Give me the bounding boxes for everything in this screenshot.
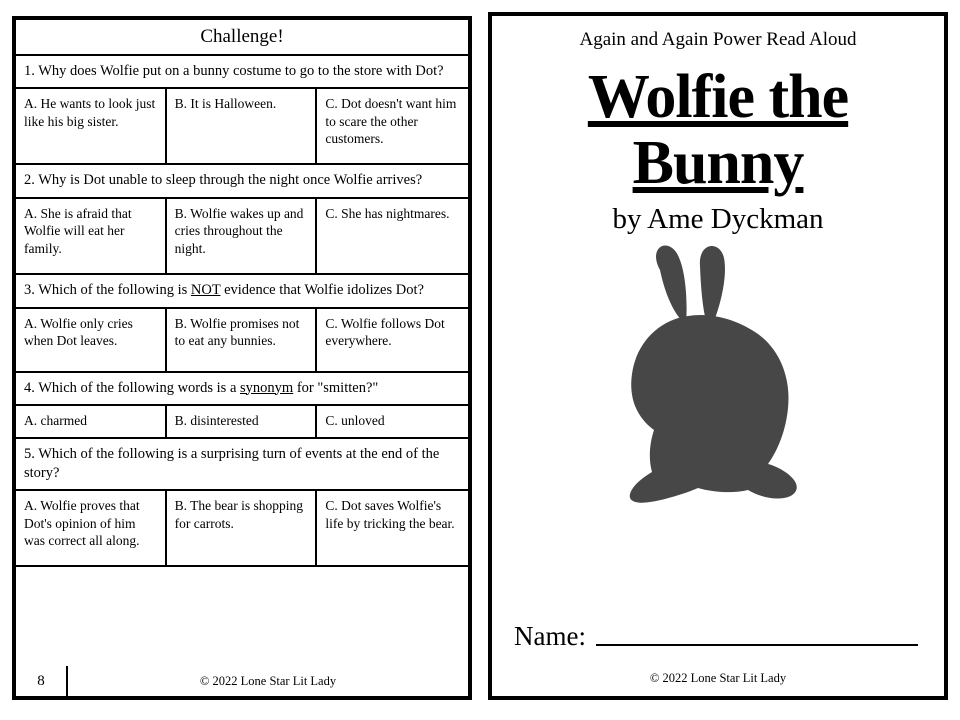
- answer-choices: [16, 199, 468, 273]
- question-text: Which of the following is a surprising turn of events at the end of the story?: [24, 446, 440, 481]
- question-text: Why is Dot unable to sleep through the night once Wolfie arrives?: [38, 172, 423, 189]
- answer-choice-a[interactable]: A. Wolfie only cries when Dot leaves.: [16, 309, 167, 371]
- answer-choices: [16, 491, 468, 565]
- quiz-page: [12, 16, 472, 700]
- bunny-silhouette-icon: [588, 238, 848, 513]
- answer-choice-a[interactable]: A. Wolfie proves that Dot's opinion of him was correct all along.: [16, 491, 167, 565]
- question-text-pre: Which of the following is: [38, 281, 191, 298]
- page-number: 8: [16, 666, 68, 696]
- question-prompt: [16, 56, 468, 90]
- answer-choice-c[interactable]: C. unloved: [325, 413, 385, 429]
- answer-choice-b[interactable]: B. It is Halloween.: [167, 89, 318, 163]
- answer-choice-c[interactable]: C. She has nightmares.: [325, 205, 450, 221]
- question-text: Why does Wolfie put on a bunny costume to go to the store with Dot?: [38, 62, 444, 79]
- name-input-line[interactable]: [596, 622, 918, 646]
- cover-page: [488, 12, 948, 700]
- answer-choice-a[interactable]: A. charmed: [16, 406, 167, 437]
- answer-choice-a[interactable]: A. She is afraid that Wolfie will eat her family.: [16, 199, 167, 273]
- question-text-post: evidence that Wolfie idolizes Dot?: [220, 281, 424, 298]
- question-number: 2.: [24, 172, 35, 189]
- question-block: [16, 439, 468, 567]
- question-block: [16, 275, 468, 373]
- answer-choice-b[interactable]: B. The bear is shopping for carrots.: [167, 491, 318, 565]
- answer-choices: [16, 309, 468, 371]
- question-prompt: [16, 373, 468, 407]
- question-prompt: [16, 165, 468, 199]
- book-title: [492, 62, 944, 197]
- book-title-line1: Wolfie the: [587, 62, 849, 131]
- name-field-row: [492, 622, 944, 652]
- question-text-emphasis: NOT: [190, 281, 221, 298]
- question-text-post: for "smitten?": [293, 379, 379, 396]
- book-author: by Ame Dyckman: [612, 203, 824, 236]
- answer-choice-a[interactable]: A. He wants to look just like his big sister.: [16, 89, 167, 163]
- page-title: Challenge!: [16, 20, 468, 56]
- answer-choice-b[interactable]: B. Wolfie wakes up and cries throughout the night.: [167, 199, 318, 273]
- question-number: 4.: [24, 379, 35, 396]
- question-block: [16, 56, 468, 166]
- copyright-notice: © 2022 Lone Star Lit Lady: [199, 673, 337, 688]
- answer-choices: [16, 406, 468, 437]
- name-label: Name:: [514, 621, 586, 651]
- answer-choice-b[interactable]: B. disinterested: [167, 406, 318, 437]
- book-title-line2: Bunny: [632, 128, 804, 197]
- questions-list: [16, 56, 468, 666]
- answer-choice-b[interactable]: B. Wolfie promises not to eat any bunnies.: [167, 309, 318, 371]
- bunny-illustration: [492, 238, 944, 518]
- question-prompt: [16, 439, 468, 491]
- question-block: [16, 165, 468, 275]
- answer-choice-c[interactable]: C. Wolfie follows Dot everywhere.: [325, 315, 445, 348]
- answer-choices: [16, 89, 468, 163]
- question-text-emphasis: synonym: [240, 379, 294, 396]
- answer-choice-c[interactable]: C. Dot saves Wolfie's life by tricking the bear.: [325, 498, 455, 531]
- cover-header: Again and Again Power Read Aloud: [579, 29, 857, 50]
- answer-choice-c[interactable]: C. Dot doesn't want him to scare the other customers.: [325, 96, 457, 146]
- copyright-notice: © 2022 Lone Star Lit Lady: [649, 671, 787, 685]
- question-prompt: [16, 275, 468, 309]
- question-block: [16, 373, 468, 440]
- question-text-pre: Which of the following words is a: [38, 379, 241, 396]
- question-number: 3.: [24, 281, 35, 298]
- question-number: 5.: [24, 446, 35, 463]
- page-footer: [16, 666, 468, 696]
- question-number: 1.: [24, 62, 35, 79]
